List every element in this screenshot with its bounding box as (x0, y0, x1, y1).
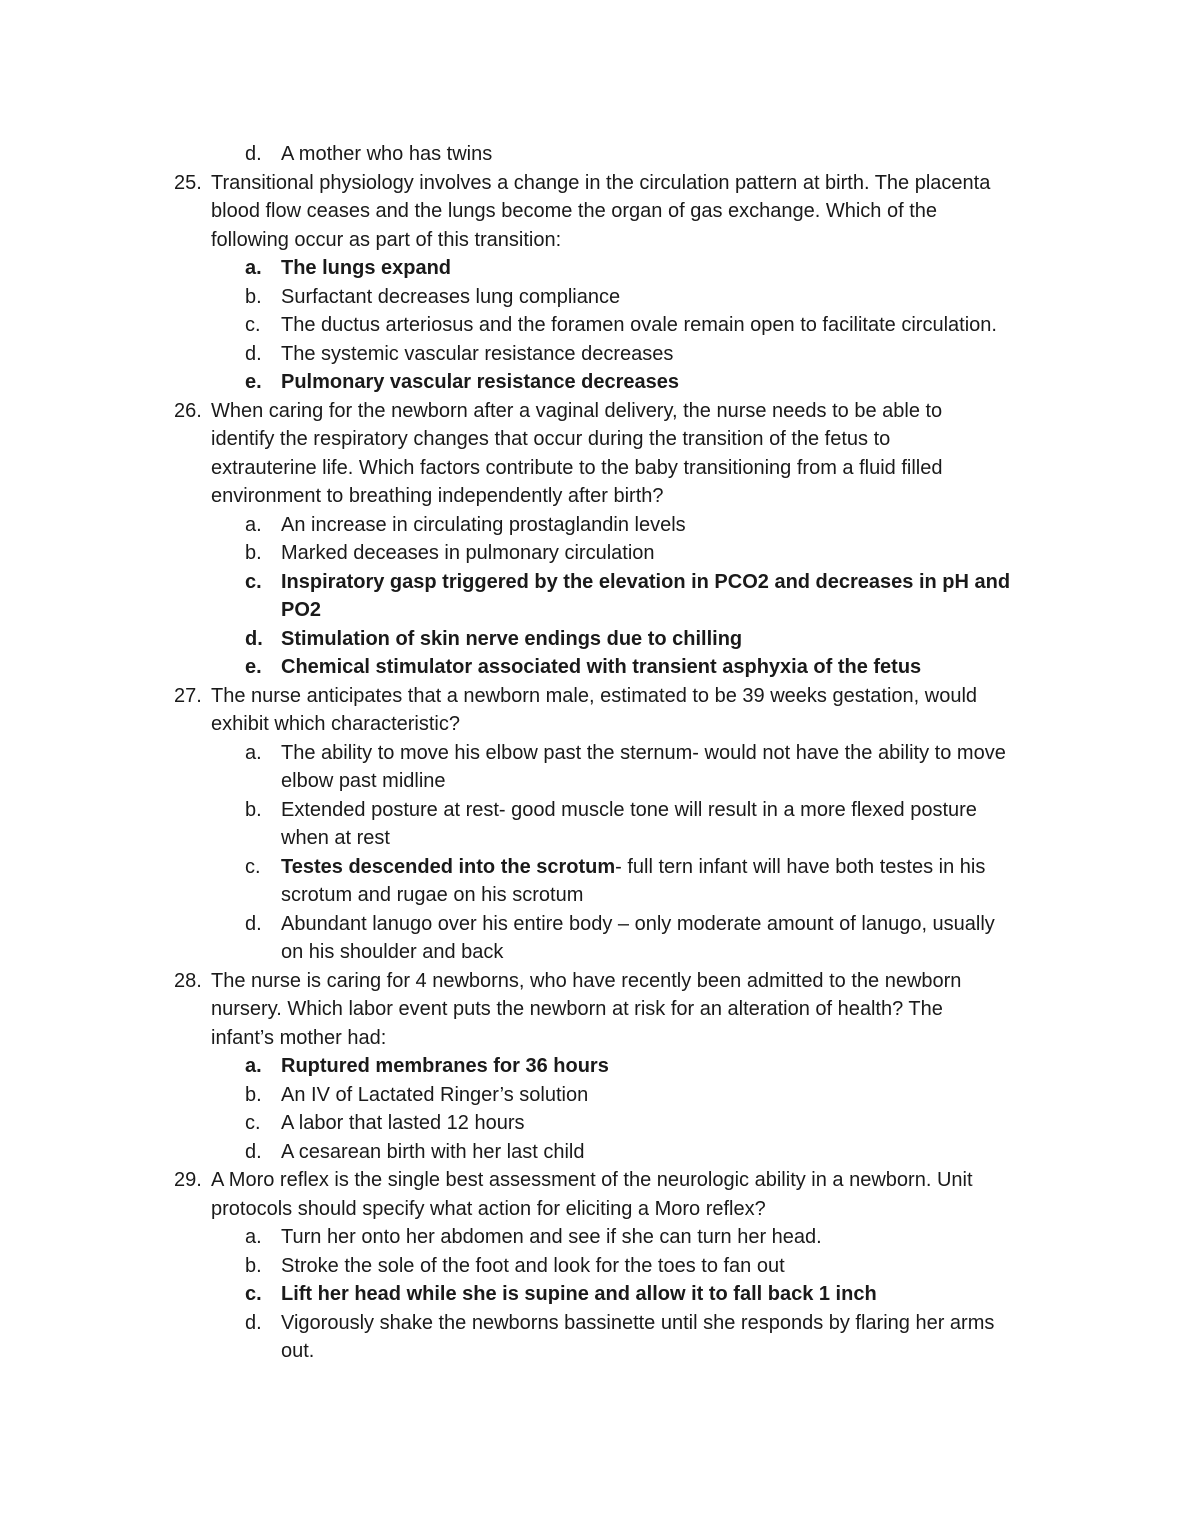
option-letter: d. (245, 1311, 262, 1334)
question-text: nursery. Which labor event puts the newborn at risk for an alteration of health? The (211, 998, 943, 1020)
option-letter: e. (245, 371, 262, 393)
answer-option (0, 1223, 1190, 1252)
option-text: Marked deceases in pulmonary circulation (281, 542, 655, 564)
option-text: Extended posture at rest- good muscle tone will result in a more flexed posture (281, 798, 977, 821)
option-text: Inspiratory gasp triggered by the elevation in PCO2 and decreases in pH and (281, 570, 1011, 593)
answer-option (0, 1138, 1190, 1167)
question-text: The nurse anticipates that a newborn male, estimated to be 39 weeks gestation, would (211, 684, 978, 707)
answer-option-continued (0, 824, 1190, 853)
answer-option-correct (0, 625, 1190, 654)
question-number: 27. (174, 684, 202, 707)
option-letter: b. (245, 542, 262, 564)
answer-option-continued (0, 1337, 1190, 1366)
question-number: 26. (174, 399, 202, 422)
option-letter: a. (245, 1055, 262, 1077)
question-line (0, 397, 1190, 426)
option-letter: a. (245, 513, 262, 536)
answer-option (0, 1109, 1190, 1138)
option-text: A cesarean birth with her last child (281, 1140, 585, 1163)
option-text: A mother who has twins (281, 143, 493, 165)
question-line-continued (0, 995, 1190, 1024)
option-letter: d. (245, 1140, 262, 1163)
question-text: identify the respiratory changes that occur during the transition of the fetus to (211, 428, 891, 450)
option-letter: a. (245, 741, 262, 764)
option-text: scrotum and rugae on his scrotum (281, 884, 584, 906)
question-text: The nurse is caring for 4 newborns, who have recently been admitted to the newborn (211, 969, 962, 992)
question-line (0, 682, 1190, 711)
question-line-continued (0, 226, 1190, 255)
answer-option-correct (0, 368, 1190, 397)
option-text: Turn her onto her abdomen and see if she can turn her head. (281, 1226, 822, 1248)
option-text: The lungs expand (281, 257, 452, 279)
answer-option-correct (0, 254, 1190, 283)
question-text: extrauterine life. Which factors contribute to the baby transitioning from a fluid filled (211, 456, 943, 479)
option-letter: b. (245, 1083, 262, 1106)
question-text: A Moro reflex is the single best assessment of the neurologic ability in a newborn. Unit (211, 1169, 973, 1191)
answer-option-continued (0, 881, 1190, 910)
option-text (281, 853, 1150, 882)
question-text: When caring for the newborn after a vaginal delivery, the nurse needs to be able to (211, 399, 943, 422)
option-text-correct: Testes descended into the scrotum (281, 855, 616, 878)
option-letter: c. (245, 1283, 262, 1305)
option-letter: b. (245, 285, 262, 308)
answer-option (0, 539, 1190, 568)
option-text: on his shoulder and back (281, 941, 504, 963)
answer-option (0, 511, 1190, 540)
option-text: Abundant lanugo over his entire body – only moderate amount of lanugo, usually (281, 912, 995, 935)
option-letter: c. (245, 314, 261, 336)
question-text: environment to breathing independently after birth? (211, 485, 664, 507)
option-text: out. (281, 1340, 315, 1362)
answer-option-continued (0, 596, 1190, 625)
answer-option-correct (0, 853, 1190, 882)
answer-option-continued (0, 938, 1190, 967)
option-text: when at rest (281, 827, 390, 849)
question-line-continued (0, 1024, 1190, 1053)
question-line-continued (0, 454, 1190, 483)
option-letter: b. (245, 1254, 262, 1277)
option-rationale: - full tern infant will have both testes in his (615, 855, 986, 878)
question-number: 25. (174, 171, 202, 194)
option-text: Pulmonary vascular resistance decreases (281, 371, 680, 393)
option-text: An IV of Lactated Ringer’s solution (281, 1083, 589, 1106)
option-text: elbow past midline (281, 770, 446, 792)
answer-option (0, 1309, 1190, 1338)
answer-option (0, 1252, 1190, 1281)
answer-option-correct (0, 568, 1190, 597)
answer-option (0, 340, 1190, 369)
option-text: PO2 (281, 599, 322, 621)
option-letter: d. (245, 143, 262, 165)
answer-option (0, 140, 1190, 169)
question-line-continued (0, 425, 1190, 454)
option-letter: c. (245, 1112, 261, 1134)
option-text: The systemic vascular resistance decreases (281, 342, 674, 365)
option-text: Chemical stimulator associated with transient asphyxia of the fetus (281, 656, 922, 678)
answer-option (0, 739, 1190, 768)
option-text: Vigorously shake the newborns bassinette until she responds by flaring her arms (281, 1311, 995, 1334)
question-line-continued (0, 1195, 1190, 1224)
option-text: A labor that lasted 12 hours (281, 1112, 525, 1134)
question-text: exhibit which characteristic? (211, 713, 460, 735)
question-text: following occur as part of this transition: (211, 228, 562, 251)
option-letter: d. (245, 627, 263, 650)
option-text: Stroke the sole of the foot and look for the toes to fan out (281, 1254, 785, 1277)
answer-option-continued (0, 767, 1190, 796)
question-line (0, 169, 1190, 198)
question-line-continued (0, 482, 1190, 511)
option-text: The ductus arteriosus and the foramen ovale remain open to facilitate circulation. (281, 314, 997, 336)
option-letter: a. (245, 1226, 262, 1248)
question-line (0, 1166, 1190, 1195)
option-letter: d. (245, 342, 262, 365)
question-text: Transitional physiology involves a change in the circulation pattern at birth. The placenta (211, 171, 991, 194)
question-line-continued (0, 710, 1190, 739)
answer-option-correct (0, 1280, 1190, 1309)
option-text: The ability to move his elbow past the sternum- would not have the ability to move (281, 741, 1006, 764)
option-text: Surfactant decreases lung compliance (281, 285, 621, 308)
question-number: 28. (174, 969, 202, 992)
question-text: infant’s mother had: (211, 1026, 387, 1049)
option-letter: e. (245, 656, 262, 678)
question-text: blood flow ceases and the lungs become the organ of gas exchange. Which of the (211, 200, 938, 222)
answer-option (0, 1081, 1190, 1110)
answer-option (0, 910, 1190, 939)
option-text: An increase in circulating prostaglandin levels (281, 513, 686, 536)
option-letter: d. (245, 912, 262, 935)
document-page (0, 140, 1190, 1366)
option-text: Lift her head while she is supine and allow it to fall back 1 inch (281, 1283, 877, 1305)
question-line (0, 967, 1190, 996)
question-number: 29. (174, 1169, 202, 1191)
option-text: Ruptured membranes for 36 hours (281, 1055, 609, 1077)
answer-option (0, 283, 1190, 312)
option-text: Stimulation of skin nerve endings due to chilling (281, 627, 743, 650)
question-text: protocols should specify what action for eliciting a Moro reflex? (211, 1197, 766, 1220)
answer-option-correct (0, 1052, 1190, 1081)
option-letter: b. (245, 798, 262, 821)
question-line-continued (0, 197, 1190, 226)
answer-option (0, 311, 1190, 340)
option-letter: a. (245, 257, 262, 279)
answer-option (0, 796, 1190, 825)
option-letter: c. (245, 855, 261, 878)
answer-option-correct (0, 653, 1190, 682)
option-letter: c. (245, 570, 262, 593)
